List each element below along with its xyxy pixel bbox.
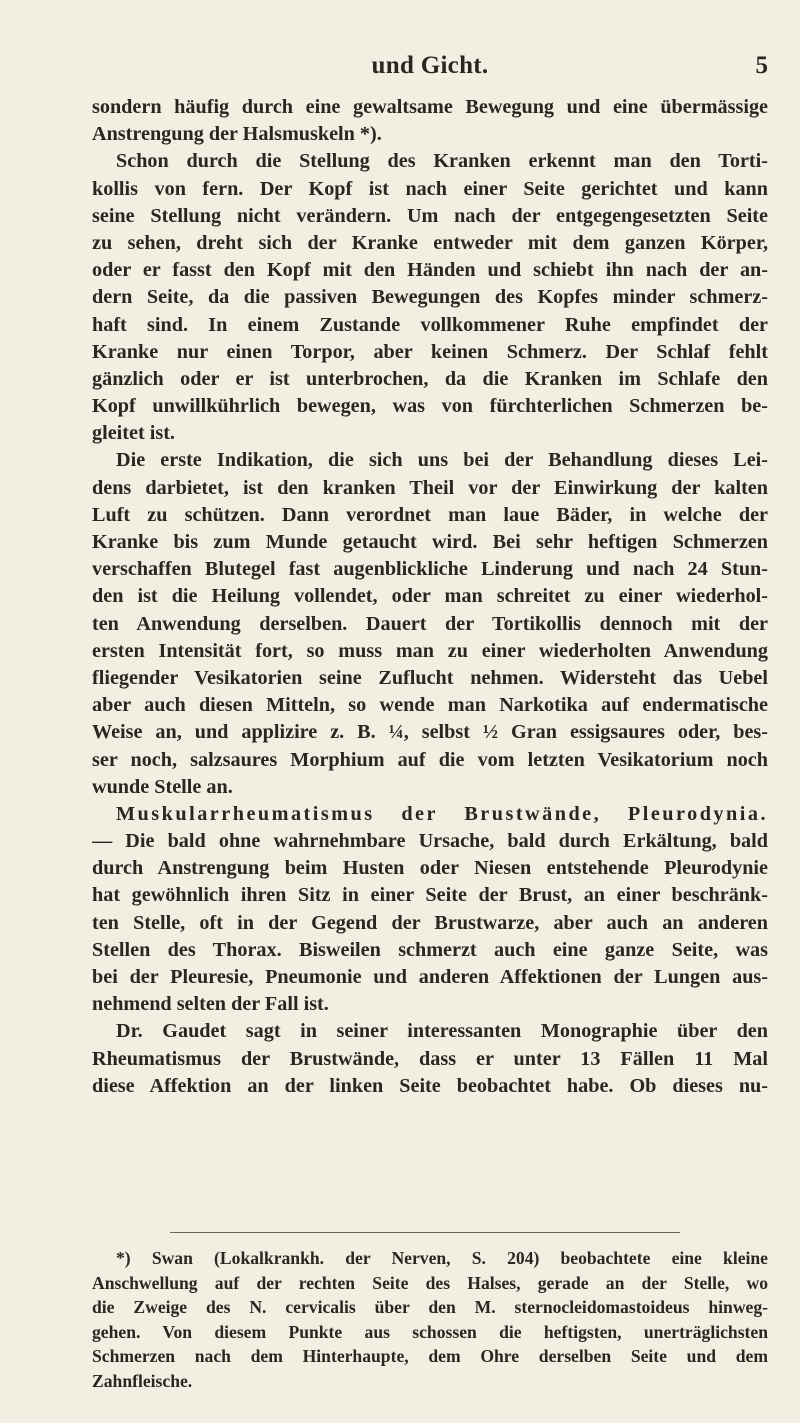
text-line: durch Anstrengung beim Husten oder Niesen entstehende Pleurodynie [92, 857, 768, 880]
text-line: oder er fasst den Kopf mit den Händen und schiebt ihn nach der an- [92, 259, 768, 282]
text-line: den ist die Heilung vollendet, oder man schreitet zu einer wiederhol- [92, 585, 768, 608]
section-heading-line: Muskularrheumatismus der Brustwände, Pleurodynia. [116, 802, 768, 825]
text-line: fliegender Vesikatorien seine Zuflucht nehmen. Widersteht das Uebel [92, 666, 768, 689]
text-line: aber auch diesen Mitteln, so wende man Narkotika auf endermatische [92, 694, 768, 717]
text-line: dern Seite, da die passiven Bewegungen des Kopfes minder schmerz- [92, 286, 768, 309]
text-line: sondern häufig durch eine gewaltsame Bewegung und eine übermässige [92, 96, 768, 118]
footnote-line: die Zweige des N. cervicalis über den M. sternocleidomastoideus hinweg- [92, 1297, 768, 1317]
footnote [92, 1246, 768, 1393]
text-line: Luft zu schützen. Dann verordnet man laue Bäder, in welche der [92, 503, 768, 526]
footnote-line: Zahnfleische. [92, 1370, 193, 1391]
footnote-line: Anschwellung auf der rechten Seite des Halses, gerade an der Stelle, wo [92, 1272, 768, 1293]
text-line: — Die bald ohne wahrnehmbare Ursache, bald durch Erkältung, bald [92, 830, 768, 853]
text-line: diese Affektion an der linken Seite beobachtet habe. Ob dieses nu- [92, 1074, 768, 1097]
text-line: bei der Pleuresie, Pneumonie und anderen Affektionen der Lungen aus- [92, 966, 768, 988]
footnote-line: *) Swan (Lokalkrankh. der Nerven, S. 204) beobachtete eine kleine [116, 1248, 768, 1268]
text-line: ser noch, salzsaures Morphium auf die vom letzten Vesikatorium noch [92, 748, 768, 771]
footnote-line: Schmerzen nach dem Hinterhaupte, dem Ohre derselben Seite und dem [92, 1346, 768, 1366]
text-line: ten Stelle, oft in der Gegend der Brustwarze, aber auch an anderen [92, 911, 768, 934]
text-line: hat gewöhnlich ihren Sitz in einer Seite der Brust, an einer beschränk- [92, 884, 768, 907]
main-text [92, 94, 768, 1100]
text-line: Die erste Indikation, die sich uns bei der Behandlung dieses Lei- [116, 449, 768, 472]
running-title: und Gicht. [371, 52, 489, 79]
footnote-line: gehen. Von diesem Punkte aus schossen die heftigsten, unerträglichsten [92, 1321, 768, 1342]
text-line: haft sind. In einem Zustande vollkommener Ruhe empfindet der [92, 313, 768, 336]
text-line: verschaffen Blutegel fast augenblickliche Linderung und nach 24 Stun- [92, 558, 768, 581]
text-line: Dr. Gaudet sagt in seiner interessanten Monographie über den [116, 1020, 768, 1043]
text-line: zu sehen, dreht sich der Kranke entweder mit dem ganzen Körper, [92, 231, 768, 254]
text-line: nehmend selten der Fall ist. [92, 993, 329, 1016]
text-line: gänzlich oder er ist unterbrochen, da die Kranken im Schlafe den [92, 367, 768, 390]
text-line: Kranke bis zum Munde getaucht wird. Bei sehr heftigen Schmerzen [92, 531, 768, 553]
text-line: dens darbietet, ist den kranken Theil vor der Einwirkung der kalten [92, 476, 768, 499]
text-line: ten Anwendung derselben. Dauert der Tortikollis dennoch mit der [92, 612, 768, 635]
text-line: Stellen des Thorax. Bisweilen schmerzt auch eine ganze Seite, was [92, 938, 768, 961]
page-header [92, 52, 768, 86]
text-line: Weise an, und applizire z. B. ¼, selbst ½ Gran essigsaures oder, bes- [92, 721, 768, 744]
text-line: Kopf unwillkührlich bewegen, was von fürchterlichen Schmerzen be- [92, 395, 768, 418]
text-line: wunde Stelle an. [92, 775, 233, 798]
text-line: seine Stellung nicht verändern. Um nach der entgegengesetzten Seite [92, 204, 768, 227]
text-line: ersten Intensität fort, so muss man zu einer wiederholten Anwendung [92, 639, 768, 662]
text-line: Anstrengung der Halsmuskeln *). [92, 123, 382, 146]
text-line: Schon durch die Stellung des Kranken erkennt man den Torti- [116, 150, 768, 173]
page-number: 5 [755, 52, 768, 79]
text-line: Rheumatismus der Brustwände, dass er unter 13 Fällen 11 Mal [92, 1047, 768, 1070]
text-line: gleitet ist. [92, 422, 175, 445]
text-line: kollis von fern. Der Kopf ist nach einer Seite gerichtet und kann [92, 177, 768, 200]
text-line: Kranke nur einen Torpor, aber keinen Schmerz. Der Schlaf fehlt [92, 340, 768, 363]
footnote-divider [170, 1232, 680, 1233]
